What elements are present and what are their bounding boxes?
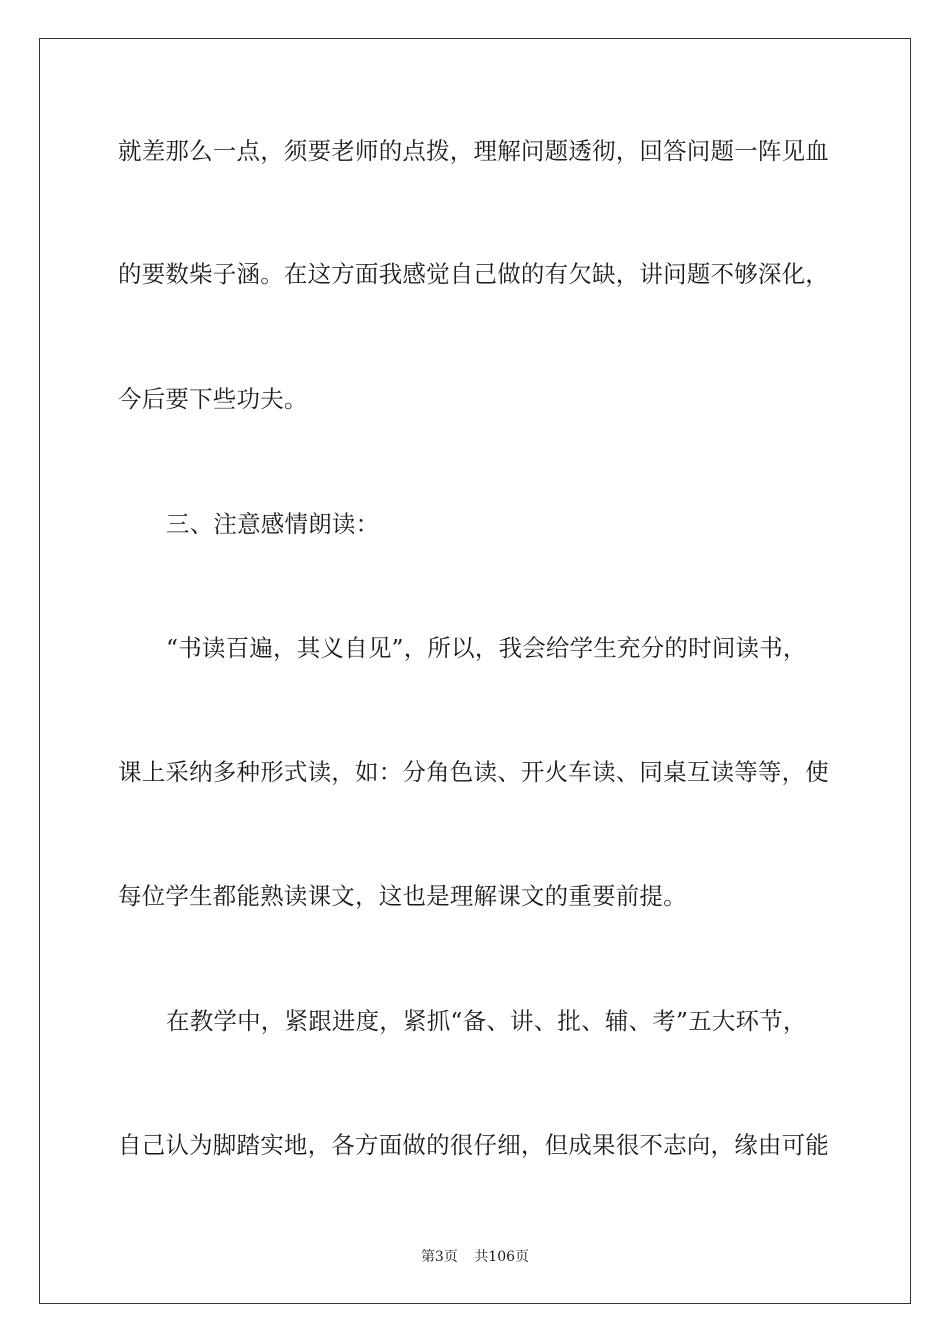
body-text-line: 的要数柴子涵。在这方面我感觉自己做的有欠缺，讲问题不够深化， xyxy=(118,260,829,288)
page-number: 第3页 xyxy=(420,1249,458,1265)
body-text-line: 今后要下些功夫。 xyxy=(118,385,308,413)
body-text-line: 在教学中，紧跟进度，紧抓“备、讲、批、辅、考”五大环节， xyxy=(166,1007,807,1035)
body-text-line: 就差那么一点，须要老师的点拨，理解问题透彻，回答问题一阵见血 xyxy=(118,137,829,165)
body-text-line: 自己认为脚踏实地，各方面做的很仔细，但成果很不志向，缘由可能 xyxy=(118,1131,829,1159)
body-text-line: 课上采纳多种形式读，如：分角色读、开火车读、同桌互读等等，使 xyxy=(118,758,829,786)
body-text-line: “书读百遍，其义自见”，所以，我会给学生充分的时间读书， xyxy=(166,634,807,662)
page-frame xyxy=(39,38,911,1304)
page-footer xyxy=(0,1248,950,1266)
section-heading: 三、注意感情朗读： xyxy=(166,510,380,538)
page-total: 共106页 xyxy=(474,1249,530,1265)
body-text-line: 每位学生都能熟读课文，这也是理解课文的重要前提。 xyxy=(118,882,687,910)
